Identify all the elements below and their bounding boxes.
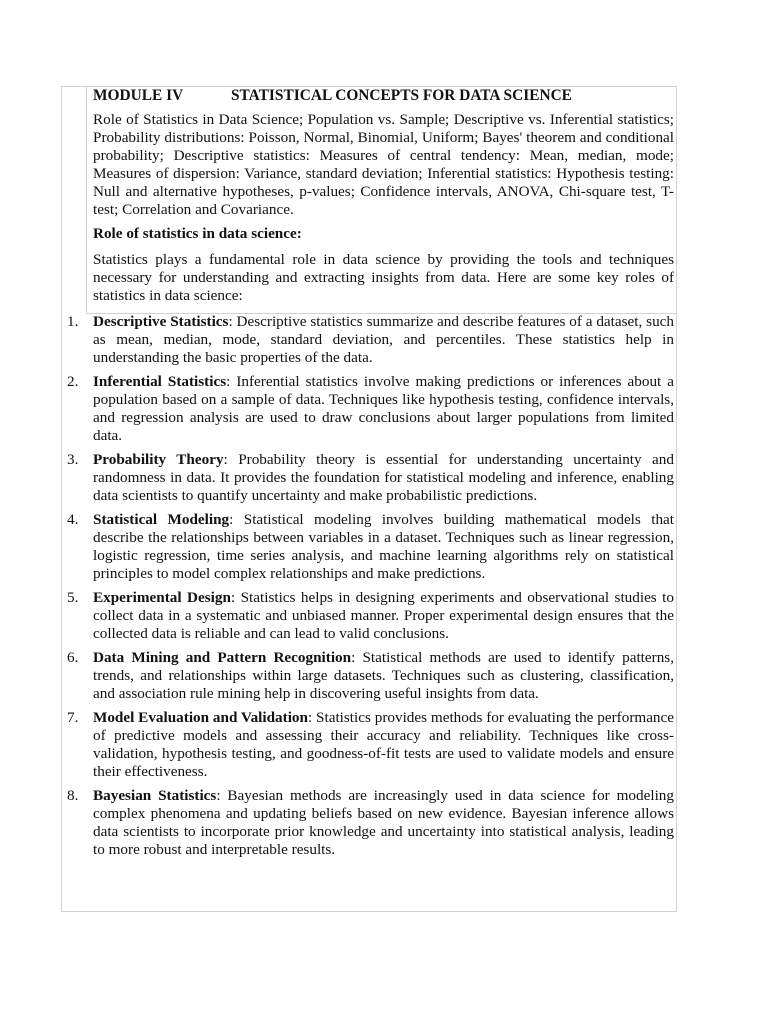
list-number: 3. [67,451,79,468]
list-term: Probability Theory [93,451,224,468]
document-content [67,87,675,865]
module-title: STATISTICAL CONCEPTS FOR DATA SCIENCE [231,87,572,104]
list-number: 2. [67,373,79,390]
list-number: 8. [67,787,79,804]
list-text: : Bayesian methods are increasingly used in data science for modeling complex phenomena and updating beliefs based on new evidence. Bayesian inference allows data scientists to incorporate prior knowledge and uncertainty into statistical analysis, leading to more robust and interpretable results. [93,787,674,858]
list-term: Statistical Modeling [93,511,230,528]
list-term: Data Mining and Pattern Recognition [93,649,352,666]
list-item [67,787,674,859]
list-item [67,649,675,703]
list-number: 1. [67,313,79,330]
module-heading [93,87,674,105]
list-text: : Descriptive statistics summarize and describe features of a dataset, such as mean, median, mode, standard deviation, and percentiles. These statistics help in understanding the basic properties of the data. [93,313,674,366]
module-code: MODULE IV [93,87,184,104]
section-intro: Statistics plays a fundamental role in data science by providing the tools and techniques necessary for understanding and extracting insights from data. Here are some key roles of statistics in data science: [93,251,674,304]
module-syllabus: Role of Statistics in Data Science; Population vs. Sample; Descriptive vs. Inferential statistics; Probability distributions: Poisson, Normal, Binomial, Uniform; Bayes' theorem and conditional probability; Descriptive statistics: Measures of central tendency: Mean, median, mode; Measures of dispersion: Variance, standard deviation; Inferential statistics: Hypothesis testing: Null and alternative hypotheses, p-values; Confidence intervals, ANOVA, Chi-square test, T-test; Correlation and Covariance. [93,111,674,218]
list-text: : Statistics helps in designing experiments and observational studies to collect data in a systematic and unbiased manner. Proper experimental design ensures that the collected data is reliable and can lead to valid conclusions. [93,589,674,642]
list-item [67,373,674,445]
list-term: Bayesian Statistics [93,787,217,804]
list-item [67,511,674,583]
list-text: : Statistical modeling involves building mathematical models that describe the relationships between variables in a dataset. Techniques such as linear regression, logistic regression, time series analysis, and machine learning algorithms rely on statistical principles to model complex relationships and make predictions. [93,511,674,582]
list-term: Experimental Design [93,589,231,606]
list-item [67,451,674,505]
roles-list [67,313,675,859]
list-term: Descriptive Statistics [93,313,229,330]
list-number: 7. [67,709,79,726]
section-heading: Role of statistics in data science: [93,225,302,242]
list-text: : Statistical methods are used to identify patterns, trends, and relationships within large datasets. Techniques such as clustering, classification, and association rule mining help in discovering useful insights from data. [93,649,675,702]
list-item [67,589,674,643]
list-text: : Probability theory is essential for understanding uncertainty and randomness in data. It provides the foundation for statistical modeling and inference, enabling data scientists to quantify uncertainty and make probabilistic predictions. [93,451,674,504]
list-term: Inferential Statistics [93,373,227,390]
list-text: : Statistics provides methods for evaluating the performance of predictive models and assessing their accuracy and reliability. Techniques like cross-validation, hypothesis testing, and goodness-of-fit tests are used to validate models and ensure their effectiveness. [93,709,675,780]
list-text: : Inferential statistics involve making predictions or inferences about a population based on a sample of data. Techniques like hypothesis testing, confidence intervals, and regression analysis are used to draw conclusions about larger populations from limited data. [93,373,674,444]
list-item [67,313,674,367]
list-number: 6. [67,649,79,666]
list-item [67,709,675,781]
list-number: 4. [67,511,79,528]
list-term: Model Evaluation and Validation [93,709,308,726]
list-number: 5. [67,589,79,606]
